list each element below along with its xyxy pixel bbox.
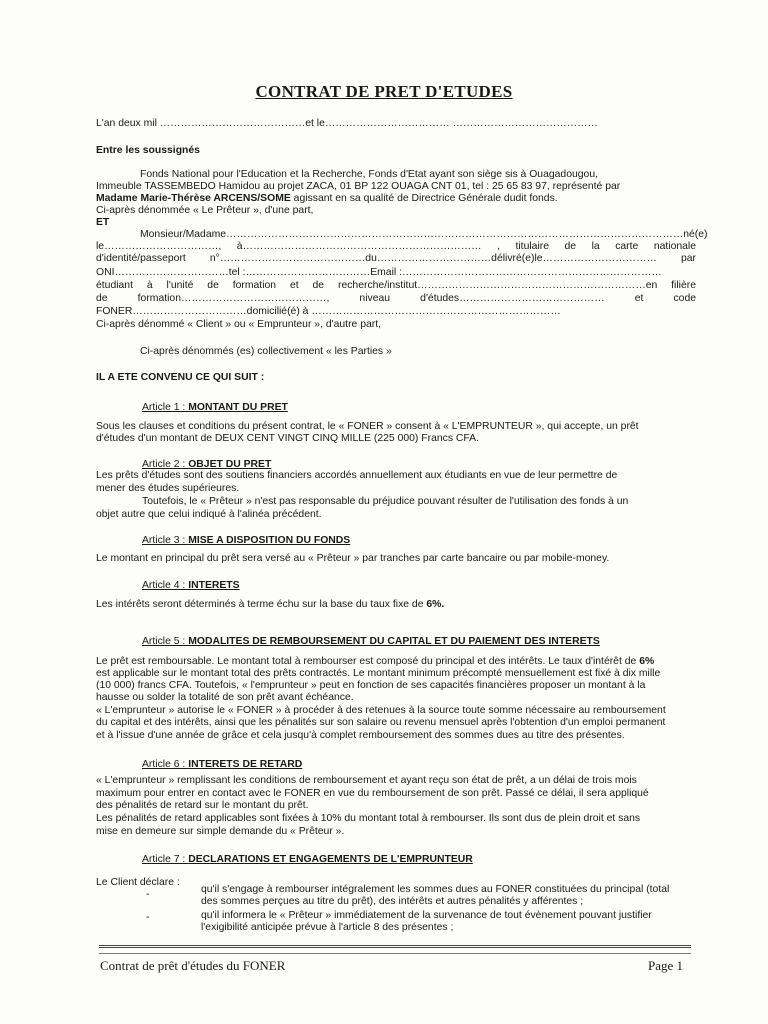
- borrower-line-2: le……………………………, à…………………………………………………………… , titulaire de la carte nationale: [96, 241, 696, 252]
- article-4-line-1: Les intérêts seront déterminés à terme échu sur la base du taux fixe de 6%.: [96, 599, 445, 610]
- article-7-intro: Le Client déclare :: [96, 877, 180, 888]
- borrower-line-8: Ci-après dénommé « Client » ou « Emprunteur », d'autre part,: [96, 319, 381, 330]
- lender-line-1: Fonds National pour l'Education et la Recherche, Fonds d'Etat ayant son siège sis à Ouagadougou,: [140, 169, 598, 180]
- article-6-heading: Article 6 : INTERETS DE RETARD: [142, 759, 303, 770]
- between-heading: Entre les soussignés: [96, 145, 200, 156]
- article-5-line-2: est applicable sur le montant total des prêts contractés. Le montant minimum précompté mensuellement est fixé à dix mille: [96, 668, 661, 679]
- article-2-line-1: Les prêts d'études sont des soutiens financiers accordés annuellement aux étudiants en vue de leur permettre de: [96, 470, 618, 481]
- article-7-item-2-line-2: l'exigibilité anticipée prévue à l'article 8 des présentes ;: [201, 922, 454, 933]
- article-5-line-3: (10 000) francs CFA. Toutefois, « l'emprunteur » peut en fonction de ses capacités financières proposer un montant à la: [96, 680, 646, 691]
- article-2-line-4: objet autre que celui indiqué à l'alinéa précédent.: [96, 509, 322, 520]
- borrower-line-1: Monsieur/Madame……………………………………………………………………………………………………………………né(e): [140, 229, 708, 240]
- page-number: Page 1: [648, 958, 684, 973]
- article-2-heading: Article 2 : OBJET DU PRET: [142, 459, 272, 470]
- article-3-heading: Article 3 : MISE A DISPOSITION DU FONDS: [142, 535, 351, 546]
- article-7-item-1-line-2: des sommes perçues au titre du prêt), des intérêts et autres pénalités y afférentes ;: [201, 896, 584, 907]
- article-6-line-4: Les pénalités de retard applicables sont fixées à 10% du montant total à rembourser. Ils sont dus de plein droit et sans: [96, 813, 641, 824]
- lender-line-4: Ci-après dénommée « Le Prêteur », d'une part,: [96, 205, 314, 216]
- article-4-heading: Article 4 : INTERETS: [142, 580, 240, 591]
- article-2-line-2: mener des études supérieures.: [96, 483, 240, 494]
- footer-title: Contrat de prêt d'études du FONER: [100, 958, 286, 973]
- interest-rate-2: 6%: [639, 656, 655, 667]
- article-1-line-2: d'études d'un montant de DEUX CENT VINGT CINQ MILLE (225 000) Francs CFA.: [96, 433, 480, 444]
- director-name: Madame Marie-Thérèse ARCENS/SOME: [96, 193, 291, 204]
- et-label: ET: [96, 217, 110, 228]
- borrower-line-4: ONI……………………………tel :………………………………Email :…………………………………………………………………: [96, 267, 662, 278]
- article-5-line-7: et à l'issue d'une année de grâce et cela jusqu'à complet remboursement des sommes dues au titre des présentes.: [96, 730, 625, 741]
- article-6-line-2: maximum pour entrer en contact avec le FONER en vue du remboursement de son prêt. Passé ce délai, il sera appliqué: [96, 788, 649, 799]
- article-2-line-3: Toutefois, le « Prêteur » n'est pas responsable du préjudice pouvant résulter de l'utilisation des fonds à un: [142, 496, 629, 507]
- borrower-line-5: étudiant à l'unité de formation et de recherche/institut…………………………………………………………en filière: [96, 280, 696, 291]
- article-6-line-1: « L'emprunteur » remplissant les conditions de remboursement et ayant reçu son état de prêt, a un délai de trois mois: [96, 775, 637, 786]
- parties-line: Ci-après dénommés (es) collectivement « les Parties »: [140, 346, 392, 357]
- agreement-heading: IL A ETE CONVENU CE QUI SUIT :: [96, 372, 265, 383]
- article-5-line-4: hausse ou solder la totalité de son prêt avant échéance.: [96, 692, 354, 703]
- footer-rule: [99, 945, 691, 954]
- article-1-line-1: Sous les clauses et conditions du présent contrat, le « FONER » consent à « L'EMPRUNTEUR », qui accepte, un prêt: [96, 421, 639, 432]
- bullet-dash-1: -: [146, 889, 150, 900]
- article-7-heading: Article 7 : DECLARATIONS ET ENGAGEMENTS DE L'EMPRUNTEUR: [142, 854, 473, 865]
- article-5-line-5: « L'emprunteur » autorise le « FONER » à procéder à des retenues à la source toute somme nécessaire au remboursement: [96, 705, 666, 716]
- lender-line-3: [96, 193, 558, 205]
- lender-line-2: Immeuble TASSEMBEDO Hamidou au projet ZACA, 01 BP 122 OUAGA CNT 01, tel : 25 65 83 97, représenté par: [96, 181, 621, 192]
- article-7-item-2-line-1: qu'il informera le « Prêteur » immédiatement de la survenance de tout évènement pouvant justifier: [201, 910, 652, 921]
- director-role: agissant en sa qualité de Directrice Générale dudit fonds.: [290, 193, 558, 204]
- date-line: L'an deux mil ……………………………………et le……………………………… ……………………………………: [96, 118, 598, 129]
- article-5-heading: Article 5 : MODALITES DE REMBOURSEMENT DU CAPITAL ET DU PAIEMENT DES INTERETS: [142, 636, 600, 647]
- borrower-line-6: de formation……………………………………, niveau d'études…………………………………… et code: [96, 293, 696, 304]
- article-1-heading: Article 1 : MONTANT DU PRET: [142, 402, 288, 413]
- article-5-line-6: du capital et des intérêts, ainsi que les pénalités sur son salaire ou revenu mensuel après l'obtention d'un emploi permanent: [96, 717, 666, 728]
- borrower-line-3: d'identité/passeport n°……………………………………du……………………………délivré(e)le…………………………… par: [96, 253, 696, 264]
- article-5-line-1: Le prêt est remboursable. Le montant total à rembourser est composé du principal et des intérêts. Le taux d'intérêt de 6%: [96, 656, 655, 667]
- interest-rate: 6%.: [426, 599, 445, 610]
- document-title: CONTRAT DE PRET D'ETUDES: [255, 82, 513, 101]
- article-6-line-5: mise en demeure sur simple demande du « Prêteur ».: [96, 826, 345, 837]
- article-3-line-1: Le montant en principal du prêt sera versé au « Prêteur » par tranches par carte bancaire ou par mobile-money.: [96, 553, 610, 564]
- bullet-dash-2: -: [146, 912, 150, 923]
- article-6-line-3: des pénalités de retard sur le montant du prêt.: [96, 800, 309, 811]
- article-7-item-1-line-1: qu'il s'engage à rembourser intégralement les sommes dues au FONER constituées du principal (total: [201, 884, 670, 895]
- borrower-line-7: FONER……………………………domicilié(é) à ………………………………………………………………: [96, 306, 561, 317]
